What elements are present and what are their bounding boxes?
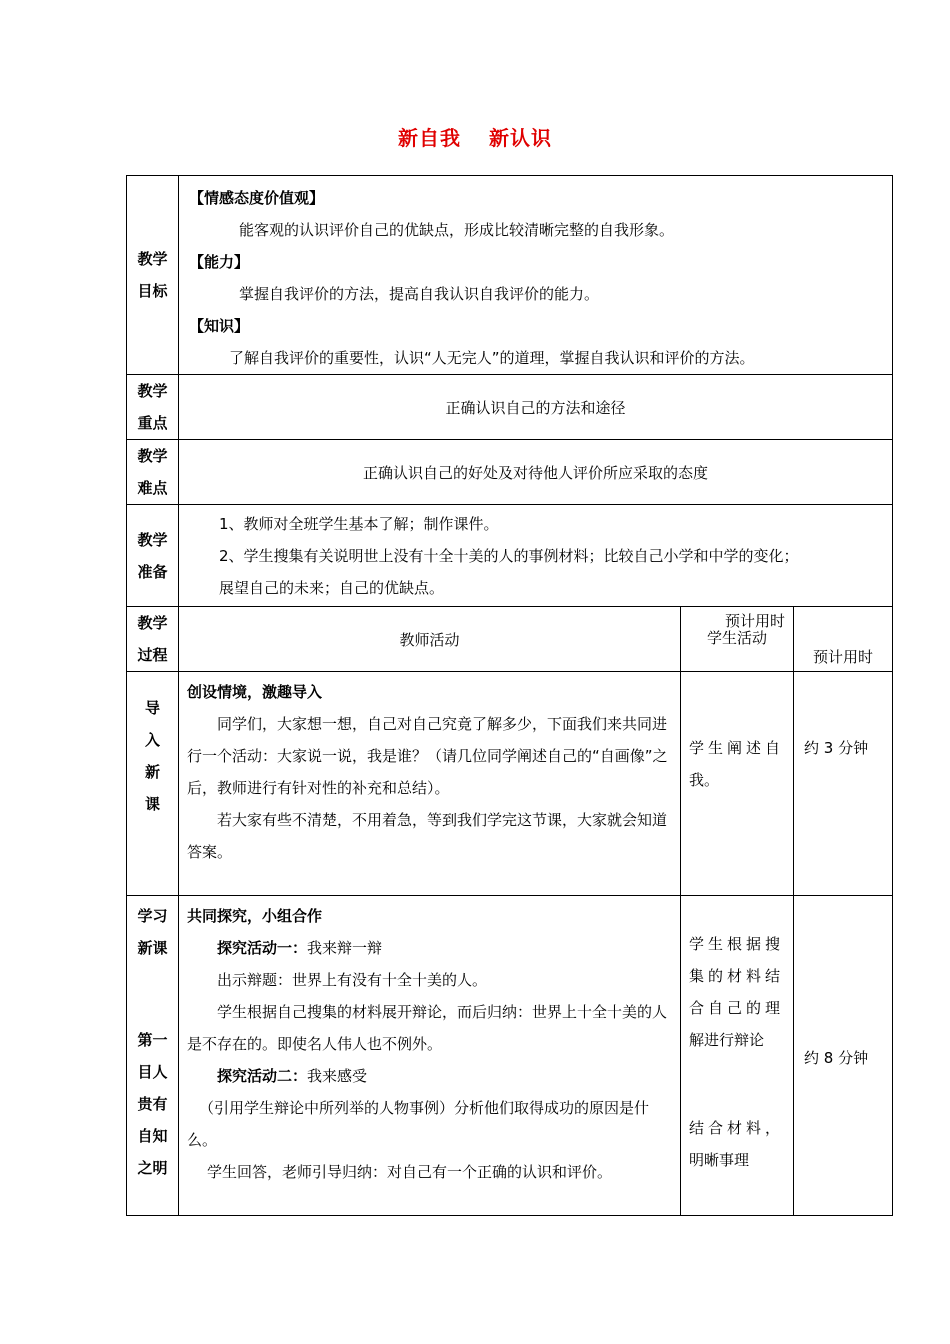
goal-text-attitude: 能客观的认识评价自己的优缺点，形成比较清晰完整的自我形象。	[239, 221, 675, 239]
row-difficulty	[127, 440, 893, 505]
label-preparation: 教学 准备	[127, 505, 179, 607]
goals-content	[179, 176, 893, 375]
label-key-point: 教学 重点	[127, 375, 179, 440]
difficulty-text: 正确认识自己的好处及对待他人评价所应采取的态度	[179, 440, 893, 505]
row-intro	[127, 672, 893, 896]
label-teaching-goals: 教学 目标	[127, 176, 179, 375]
header-estimated-time: 预计用时	[794, 607, 893, 672]
debate-topic: 出示辩题：世界上有没有十全十美的人。	[217, 971, 488, 989]
header-student-activity: 预计用时 学生活动	[681, 607, 794, 672]
prep-line-1: 1、教师对全班学生基本了解；制作课件。	[219, 515, 499, 533]
study-student-activity: 学生根据搜 集的材料结 合自己的理 解进行辩论 结合材料， 明晰事理	[681, 896, 794, 1216]
intro-paragraph-2: 若大家有些不清楚，不用着急，等到我们学完这节课，大家就会知道答案。	[187, 811, 668, 861]
label-process: 教学 过程	[127, 607, 179, 672]
title-part-1: 新自我	[398, 126, 461, 150]
row-teaching-goals	[127, 176, 893, 375]
activity-2: 探究活动二：我来感受	[217, 1067, 368, 1085]
intro-paragraph-1: 同学们，大家想一想，自己对自己究竟了解多少，下面我们来共同进行一个活动：大家说一说，我是谁？（请几位同学阐述自己的“自画像”之后，教师进行有针对性的补充和总结）。	[187, 715, 668, 797]
row-key-point	[127, 375, 893, 440]
prep-line-2: 2、学生搜集有关说明世上没有十全十美的人的事例材料；比较自己小学和中学的变化；	[219, 547, 799, 565]
goal-heading-knowledge: 【知识】	[189, 317, 250, 335]
preparation-content	[179, 505, 893, 607]
study-paragraph-3: 学生回答，老师引导归纳：对自己有一个正确的认识和评价。	[207, 1163, 613, 1181]
activity-1: 探究活动一：我来辩一辩	[217, 939, 383, 957]
study-time: 约 8 分钟	[794, 896, 893, 1216]
row-preparation	[127, 505, 893, 607]
study-paragraph-1: 学生根据自己搜集的材料展开辩论，而后归纳：世界上十全十美的人是不存在的。即使名人伟人也不例外。	[187, 1003, 668, 1053]
goal-text-ability: 掌握自我评价的方法，提高自我认识自我评价的能力。	[239, 285, 600, 303]
intro-teacher-content	[179, 672, 681, 896]
lesson-plan-table	[126, 175, 893, 1216]
intro-time: 约 3 分钟	[794, 672, 893, 896]
prep-line-3: 展望自己的未来；自己的优缺点。	[219, 579, 445, 597]
study-paragraph-2: （引用学生辩论中所列举的人物事例）分析他们取得成功的原因是什么。	[187, 1099, 650, 1149]
header-teacher-activity: 教师活动	[179, 607, 681, 672]
intro-student-activity: 学生阐述自 我。	[681, 672, 794, 896]
label-intro: 导 入 新 课	[127, 672, 179, 896]
title-part-2: 新认识	[489, 126, 552, 150]
goal-heading-attitude: 【情感态度价值观】	[189, 189, 325, 207]
intro-heading: 创设情境，激趣导入	[187, 683, 323, 701]
label-difficulty: 教学 难点	[127, 440, 179, 505]
goal-text-knowledge: 了解自我评价的重要性，认识“人无完人”的道理，掌握自我认识和评价的方法。	[229, 349, 755, 367]
study-heading: 共同探究，小组合作	[187, 907, 323, 925]
label-study: 学习 新课 第一 目人 贵有 自知 之明	[127, 896, 179, 1216]
study-teacher-content	[179, 896, 681, 1216]
row-study	[127, 896, 893, 1216]
goal-heading-ability: 【能力】	[189, 253, 250, 271]
row-process-header	[127, 607, 893, 672]
document-title	[0, 122, 950, 151]
key-point-text: 正确认识自己的方法和途径	[179, 375, 893, 440]
